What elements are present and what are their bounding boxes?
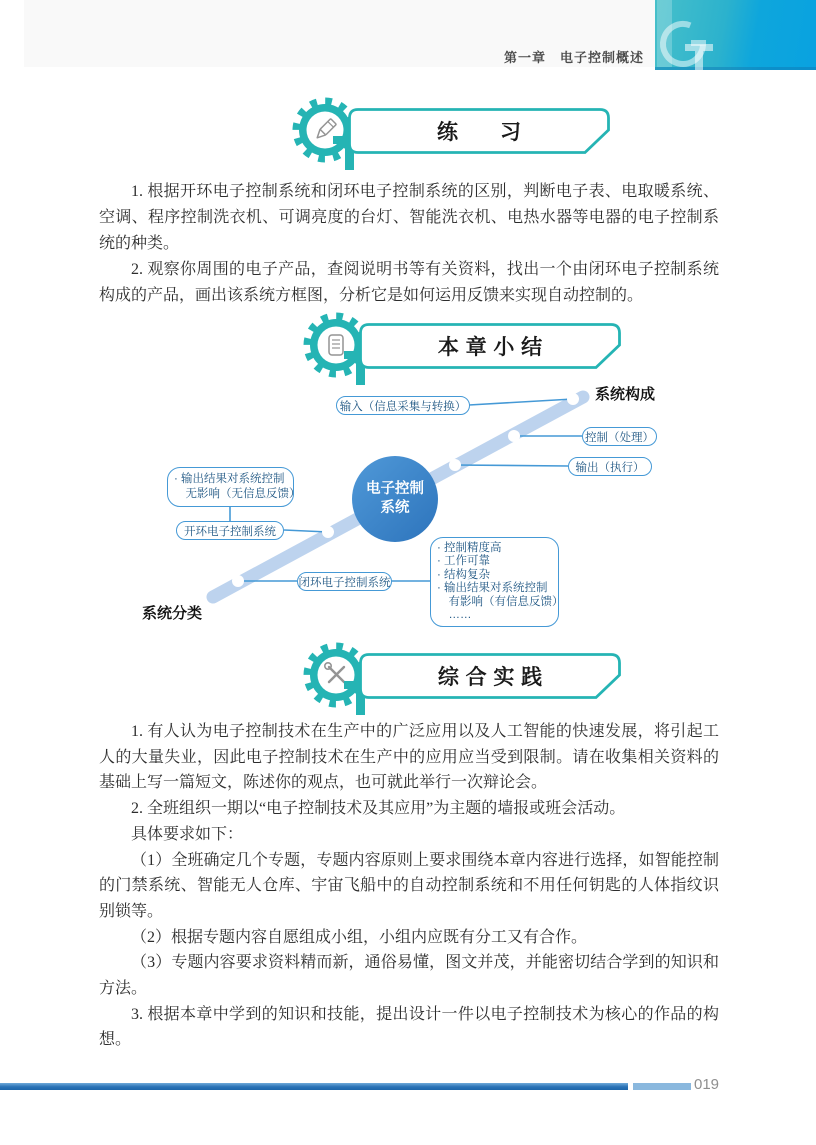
corner-brand-block	[655, 0, 816, 70]
practice-item: 1. 有人认为电子控制技术在生产中的广泛应用以及人工智能的快速发展，将引起工人的大量失业，因此电子控制技术在生产中的应用应当受到限制。请在收集相关资料的基础上写一篇短文，陈述你的观点，也可就此举行一次辩论会。	[99, 723, 719, 792]
chapter-title: 第一章 电子控制概述	[503, 50, 644, 65]
footer-bar	[0, 1083, 628, 1090]
center-circle-label: 电子控制 系统	[366, 481, 424, 516]
node-closed-loop: 闭环电子控制系统	[297, 572, 392, 591]
practice-item: 2. 全班组织一期以“电子控制技术及其应用”为主题的墙报或班会活动。	[131, 800, 626, 818]
footer-bar-accent	[633, 1083, 691, 1090]
closed-loop-notes: · 控制精度高 · 工作可靠 · 结构复杂 · 输出结果对系统控制 有影响（有信息反馈） ……	[430, 537, 559, 627]
exercise-item: 2. 观察你周围的电子产品，查阅说明书等有关资料，找出一个由闭环电子控制系统构成的产品，画出该系统方框图，分析它是如何运用反馈来实现自动控制的。	[99, 261, 719, 304]
section-title-practice: 综合实践	[437, 666, 549, 689]
node-control: 控制（处理）	[582, 427, 657, 446]
section-header-practice	[303, 639, 643, 723]
node-input: 输入（信息采集与转换）	[336, 396, 470, 415]
gt-logo-icon	[655, 0, 816, 70]
page-number: 019	[694, 1076, 720, 1093]
node-open-loop: 开环电子控制系统	[176, 521, 284, 540]
branch-label-composition: 系统构成	[595, 386, 656, 403]
node-output: 输出（执行）	[568, 457, 652, 476]
practice-item: 具体要求如下：	[131, 825, 244, 843]
open-loop-notes: · 输出结果对系统控制 无影响（无信息反馈）	[167, 467, 294, 507]
practice-item: （1）全班确定几个专题，专题内容原则上要求围绕本章内容进行选择，如智能控制的门禁系统、智能无人仓库、宇宙飞船中的自动控制系统和不用任何钥匙的人体指纹识别锁等。	[99, 851, 719, 920]
exercise-item: 1. 根据开环电子控制系统和闭环电子控制系统的区别，判断电子表、电取暖系统、空调、程序控制洗衣机、可调亮度的台灯、智能洗衣机、电热水器等电器的电子控制系统的种类。	[99, 183, 719, 252]
exercise-text	[99, 179, 719, 309]
section-title-exercise: 练 习	[437, 121, 521, 144]
practice-item: （3）专题内容要求资料精而新，通俗易懂，图文并茂，并能密切结合学到的知识和方法。	[99, 954, 719, 998]
branch-label-classification: 系统分类	[142, 605, 203, 622]
summary-mindmap	[0, 380, 816, 636]
practice-item: （2）根据专题内容自愿组成小组，小组内应既有分工又有合作。	[131, 928, 588, 946]
practice-item: 3. 根据本章中学到的知识和技能，提出设计一件以电子控制技术为核心的作品的构想。	[99, 1005, 719, 1049]
section-title-summary: 本章小结	[437, 336, 549, 359]
practice-text	[99, 719, 719, 1053]
section-header-exercise	[292, 94, 632, 178]
